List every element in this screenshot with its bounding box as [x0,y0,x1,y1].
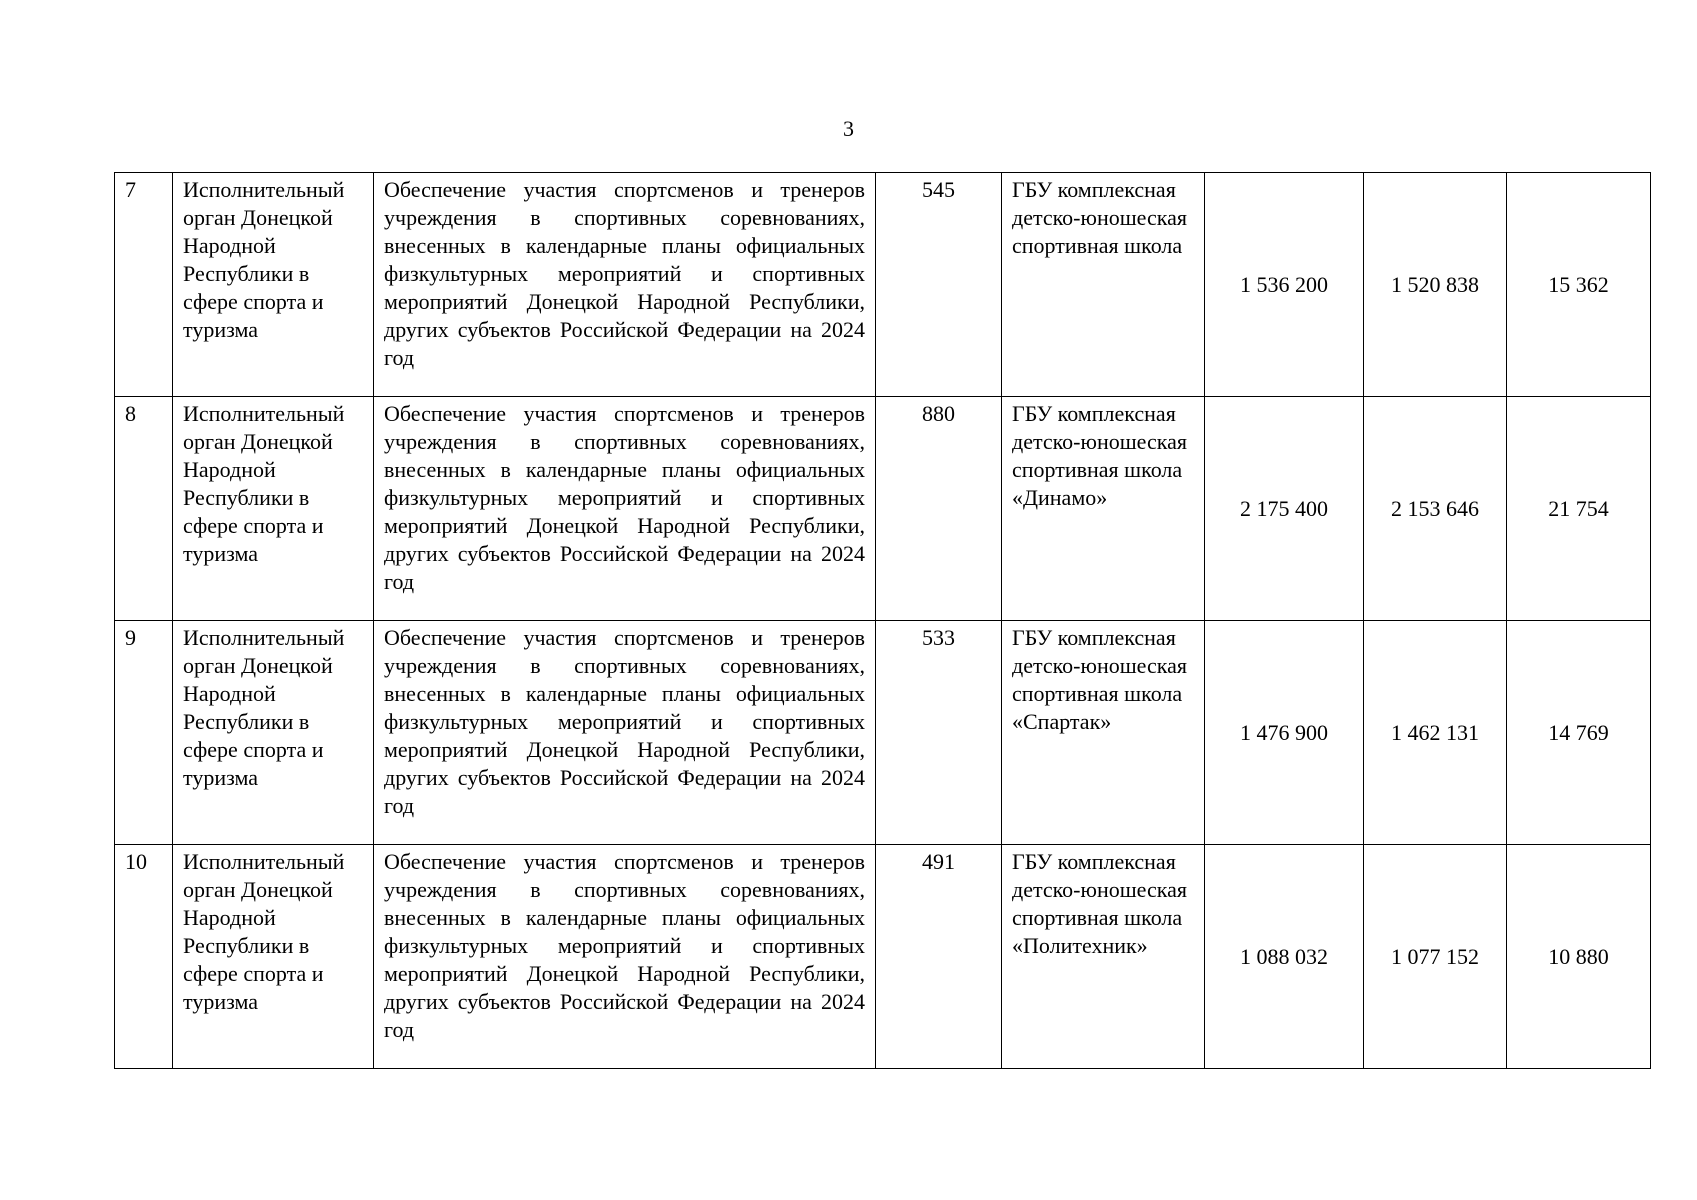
amount-part-a-cell: 1 462 131 [1364,621,1507,845]
event-description-text: Обеспечение участия спортсменов и тренеров учреждения в спортивных соревнованиях, внесенных в календарные планы официальных физкультурных мероприятий и спортивных мероприятий Донецкой Народной Республики, других субъектов Российской Федерации на 2024 год [384,401,865,594]
executive-body-cell: Исполнительный орган Донецкой Народной Республики в сфере спорта и туризма [173,845,374,1069]
event-description-cell [374,397,876,621]
page-number: 3 [843,116,854,141]
table-row [115,173,1651,397]
institution-cell: ГБУ комплексная детско-юношеская спортивная школа «Политехник» [1002,845,1205,1069]
table-row [115,621,1651,845]
table-row [115,397,1651,621]
event-description-cell [374,845,876,1069]
row-number: 10 [115,845,173,1069]
count-cell: 545 [876,173,1002,397]
document-table [114,172,1651,1069]
event-description-text: Обеспечение участия спортсменов и тренеров учреждения в спортивных соревнованиях, внесенных в календарные планы официальных физкультурных мероприятий и спортивных мероприятий Донецкой Народной Республики, других субъектов Российской Федерации на 2024 год [384,177,865,370]
total-amount-cell: 1 476 900 [1205,621,1364,845]
event-description-text: Обеспечение участия спортсменов и тренеров учреждения в спортивных соревнованиях, внесенных в календарные планы официальных физкультурных мероприятий и спортивных мероприятий Донецкой Народной Республики, других субъектов Российской Федерации на 2024 год [384,849,865,1042]
count-cell: 491 [876,845,1002,1069]
count-cell: 880 [876,397,1002,621]
executive-body-cell: Исполнительный орган Донецкой Народной Республики в сфере спорта и туризма [173,397,374,621]
row-number: 7 [115,173,173,397]
total-amount-cell: 1 088 032 [1205,845,1364,1069]
total-amount-cell: 1 536 200 [1205,173,1364,397]
institution-cell: ГБУ комплексная детско-юношеская спортивная школа «Спартак» [1002,621,1205,845]
amount-part-b-cell: 14 769 [1507,621,1651,845]
amount-part-b-cell: 15 362 [1507,173,1651,397]
table-row [115,845,1651,1069]
amount-part-b-cell: 10 880 [1507,845,1651,1069]
event-description-text: Обеспечение участия спортсменов и тренеров учреждения в спортивных соревнованиях, внесенных в календарные планы официальных физкультурных мероприятий и спортивных мероприятий Донецкой Народной Республики, других субъектов Российской Федерации на 2024 год [384,625,865,818]
event-description-cell [374,621,876,845]
executive-body-cell: Исполнительный орган Донецкой Народной Республики в сфере спорта и туризма [173,173,374,397]
count-cell: 533 [876,621,1002,845]
institution-cell: ГБУ комплексная детско-юношеская спортивная школа [1002,173,1205,397]
institution-cell: ГБУ комплексная детско-юношеская спортивная школа «Динамо» [1002,397,1205,621]
executive-body-cell: Исполнительный орган Донецкой Народной Республики в сфере спорта и туризма [173,621,374,845]
row-number: 9 [115,621,173,845]
event-description-cell [374,173,876,397]
amount-part-a-cell: 2 153 646 [1364,397,1507,621]
row-number: 8 [115,397,173,621]
amount-part-a-cell: 1 520 838 [1364,173,1507,397]
amount-part-b-cell: 21 754 [1507,397,1651,621]
amount-part-a-cell: 1 077 152 [1364,845,1507,1069]
total-amount-cell: 2 175 400 [1205,397,1364,621]
